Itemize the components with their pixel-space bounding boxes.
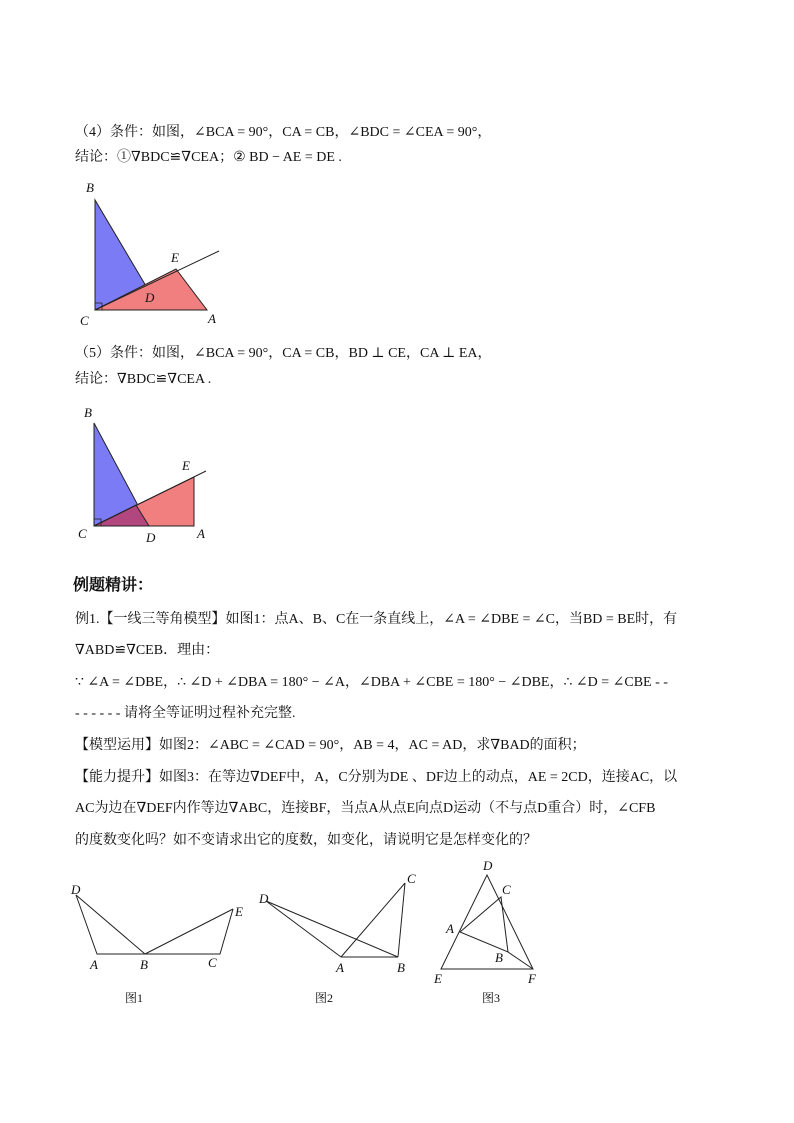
- example-line-1: 例1.【一线三等角模型】如图1：点A、B、C在一条直线上，∠A = ∠DBE = ∠C，当BD = BE时，有: [75, 612, 678, 627]
- label-c: C: [502, 882, 511, 897]
- ability-line-1: 【能力提升】如图3：在等边∇DEF中，A，C分别为DE 、DF边上的动点，AE = 2CD，连接AC，以: [75, 770, 678, 785]
- section5-conclusion: 结论：∇BDC≌∇CEA .: [75, 372, 212, 387]
- label-d: D: [483, 858, 493, 873]
- label-b: B: [86, 180, 94, 195]
- label-d: D: [146, 530, 156, 545]
- section-heading: 例题精讲：: [73, 575, 154, 594]
- label-a: A: [208, 311, 216, 326]
- triangle-abc: [460, 897, 508, 952]
- example-line-4: - - - - - - 请将全等证明过程补充完整.: [75, 706, 296, 721]
- label-e: E: [235, 904, 243, 919]
- label-e: E: [182, 458, 190, 473]
- figure-3-caption: 图3: [482, 991, 501, 1005]
- label-d: D: [71, 882, 81, 897]
- label-c: C: [208, 955, 217, 970]
- example-line-2: ∇ABD≌∇CEB．理由：: [75, 643, 220, 658]
- section5-condition: （5）条件：如图，∠BCA = 90°，CA = CB，BD ⊥ CE，CA ⊥ EA，: [75, 346, 492, 361]
- label-b: B: [397, 960, 405, 975]
- example-line-3: ∵ ∠A = ∠DBE，∴ ∠D + ∠DBA = 180° − ∠A，∠DBA + ∠CBE = 180° − ∠DBE，∴ ∠D = ∠CBE - -: [75, 675, 668, 690]
- label-a: A: [197, 526, 205, 541]
- figure-4: [70, 175, 230, 330]
- figure-1-caption: 图1: [125, 991, 144, 1005]
- segment-bc: [398, 883, 405, 957]
- ability-line-2: AC为边在∇DEF内作等边∇ABC，连接BF，当点A从点E向点D运动（不与点D重合）时，∠CFB: [75, 801, 656, 816]
- label-d: D: [145, 290, 155, 305]
- label-c: C: [407, 871, 416, 886]
- label-a: A: [336, 960, 344, 975]
- label-d: D: [259, 891, 269, 906]
- segment-db: [266, 901, 398, 957]
- fig1-outline: [76, 895, 233, 954]
- label-b: B: [140, 957, 148, 972]
- label-a: A: [90, 957, 98, 972]
- figure-3: [430, 855, 550, 985]
- figure-5: [70, 400, 230, 550]
- label-e: E: [171, 250, 179, 265]
- section4-condition: （4）条件：如图，∠BCA = 90°，CA = CB，∠BDC = ∠CEA = 90°，: [75, 125, 492, 140]
- label-c: C: [80, 313, 89, 328]
- label-f: F: [528, 971, 536, 985]
- model-application-line: 【模型运用】如图2：∠ABC = ∠CAD = 90°，AB = 4，AC = AD，求∇BAD的面积；: [75, 738, 586, 753]
- ability-line-3: 的度数变化吗？如不变请求出它的度数，如变化，请说明它是怎样变化的？: [75, 833, 537, 848]
- figure-1: [65, 875, 255, 975]
- label-c: C: [78, 526, 87, 541]
- label-b: B: [495, 950, 503, 965]
- figure-2: [255, 870, 430, 980]
- section4-conclusion: 结论：①∇BDC≌∇CEA；② BD − AE = DE .: [75, 150, 342, 165]
- triangle-def: [441, 875, 533, 969]
- label-a: A: [446, 921, 454, 936]
- segment-be: [145, 909, 233, 954]
- segment-da: [266, 901, 341, 957]
- label-e: E: [434, 971, 442, 985]
- figure-2-caption: 图2: [315, 991, 334, 1005]
- label-b: B: [84, 405, 92, 420]
